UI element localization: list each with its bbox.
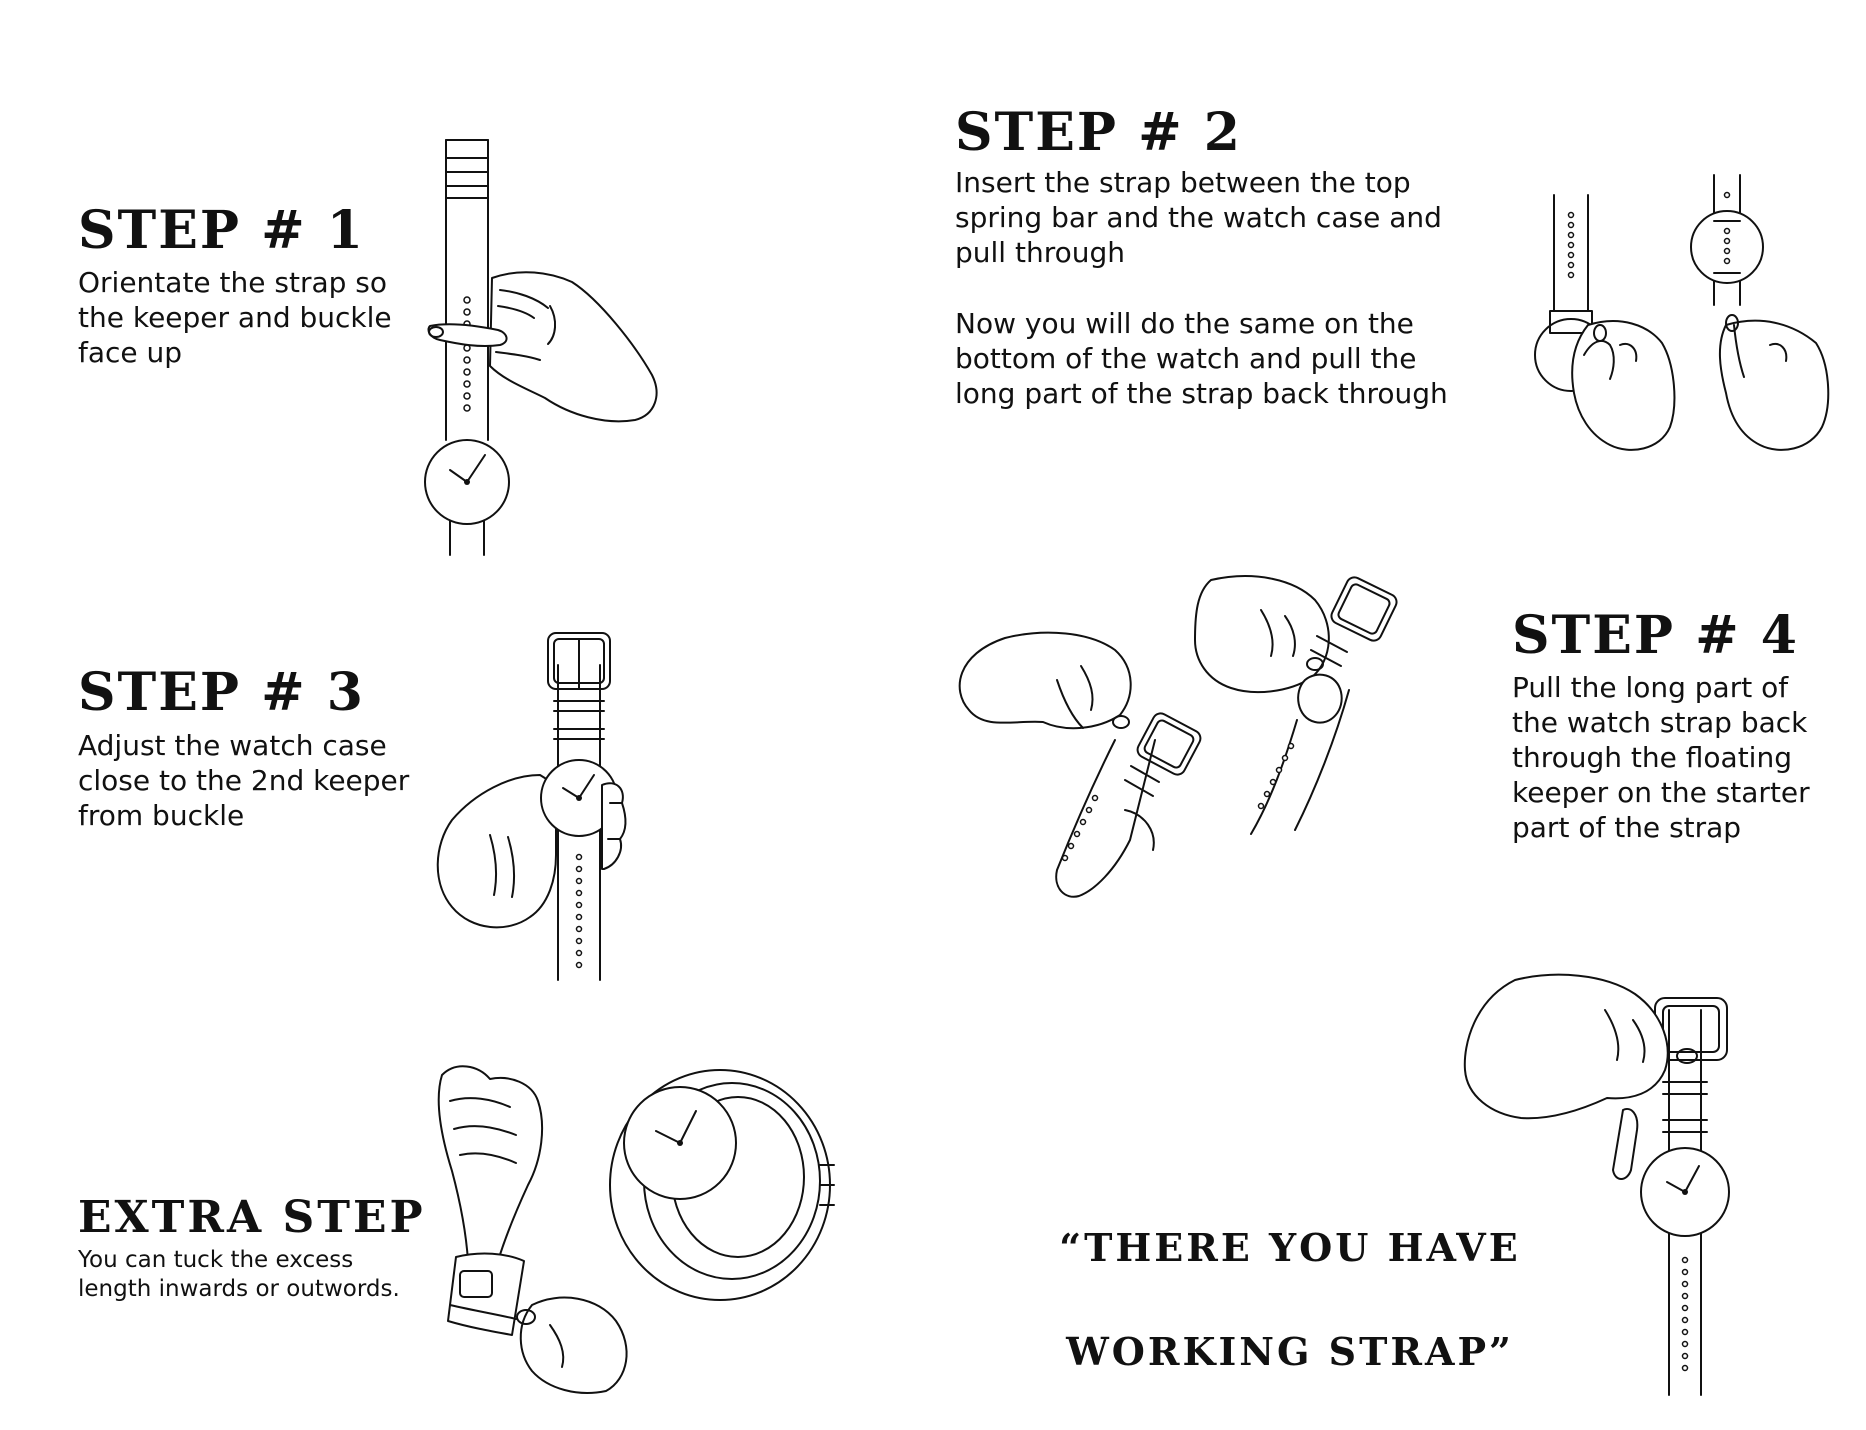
step-1-description: [78, 265, 392, 370]
extra-step-line-2: length inwards or outwords.: [78, 1276, 400, 1302]
hand-holding-finished-strap-icon: [1455, 970, 1755, 1400]
step-2-p2-line-3: long part of the strap back through: [955, 377, 1448, 410]
step-4-line-1: Pull the long part of: [1512, 671, 1789, 704]
step-2-p1-line-2: spring bar and the watch case and: [955, 201, 1442, 234]
hand-holding-strap-above-watch-icon: [400, 130, 680, 560]
step-3-line-3: from buckle: [78, 799, 245, 832]
step-2-p2-line-1: Now you will do the same on the: [955, 307, 1414, 340]
wrist-tucking-strap-and-rolled-strap-icon: [420, 1035, 850, 1395]
step-1-line-3: face up: [78, 336, 183, 369]
extra-step-title: EXTRA STEP: [78, 1192, 426, 1243]
step-4-line-3: through the floating: [1512, 741, 1792, 774]
step-2-title: STEP # 2: [955, 102, 1242, 163]
step-2-description-1: [955, 165, 1442, 270]
step-2-p1-line-1: Insert the strap between the top: [955, 166, 1411, 199]
step-3-line-2: close to the 2nd keeper: [78, 764, 410, 797]
step-4-line-4: keeper on the starter: [1512, 776, 1810, 809]
step-4-description: [1512, 670, 1810, 845]
step-4-line-5: part of the strap: [1512, 811, 1742, 844]
step-3-line-1: Adjust the watch case: [78, 729, 387, 762]
step-3-title: STEP # 3: [78, 662, 365, 723]
step-2-p2-line-2: bottom of the watch and pull the: [955, 342, 1417, 375]
step-4-line-2: the watch strap back: [1512, 706, 1808, 739]
hands-pulling-strap-through-keeper-icon: [945, 570, 1490, 930]
hand-adjusting-watch-case-icon: [430, 625, 660, 985]
step-2-description-2: [955, 306, 1448, 411]
step-4-title: STEP # 4: [1512, 605, 1799, 666]
extra-step-line-1: You can tuck the excess: [78, 1247, 354, 1273]
step-2-p1-line-3: pull through: [955, 236, 1125, 269]
step-1-line-1: Orientate the strap so: [78, 266, 388, 299]
closing-quote-line-2: WORKING STRAP”: [1066, 1329, 1514, 1374]
closing-quote-line-1: “THERE YOU HAVE: [1059, 1225, 1521, 1270]
step-1-title: STEP # 1: [78, 200, 365, 261]
step-1-line-2: the keeper and buckle: [78, 301, 392, 334]
hands-threading-strap-through-spring-bars-icon: [1530, 165, 1840, 465]
extra-step-description: [78, 1246, 400, 1304]
step-3-description: [78, 728, 409, 833]
